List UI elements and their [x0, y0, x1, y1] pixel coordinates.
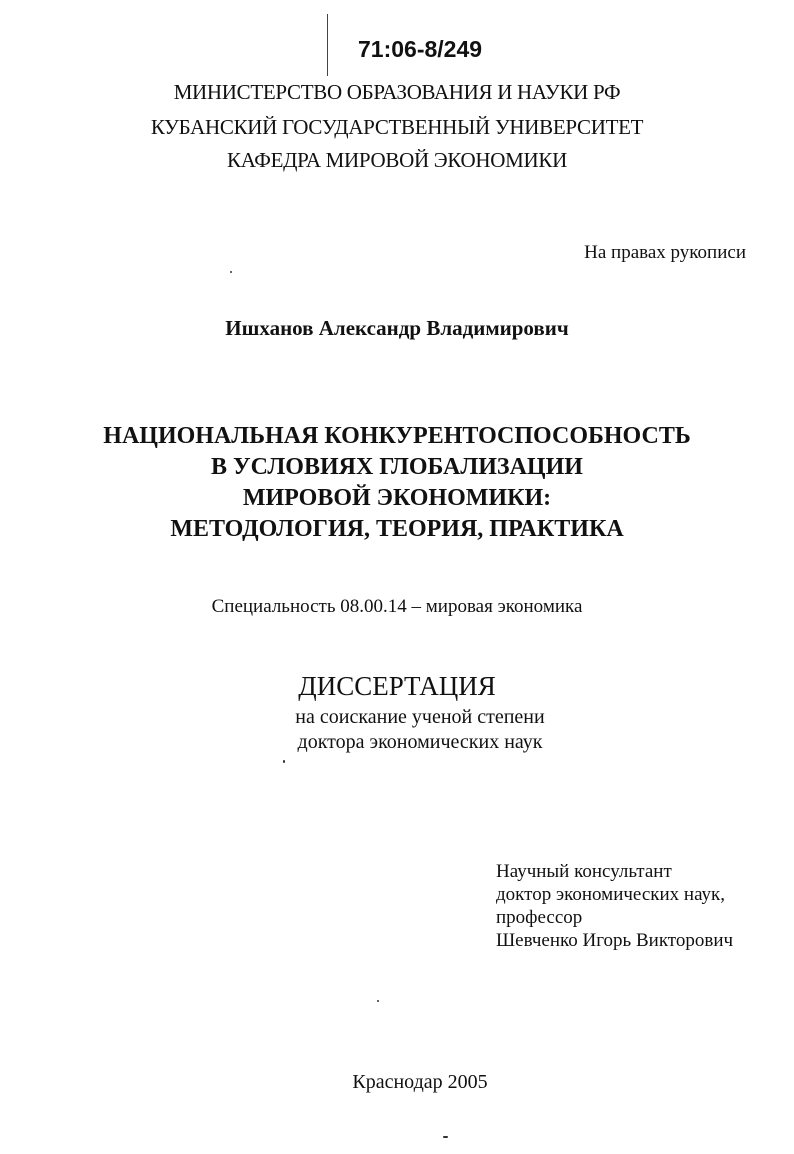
library-stamp-code: 71:06-8/249	[358, 36, 483, 62]
university-line: КУБАНСКИЙ ГОСУДАРСТВЕННЫЙ УНИВЕРСИТЕТ	[150, 115, 644, 139]
scan-speck	[377, 1000, 379, 1002]
consultant-degree: доктор экономических наук,	[496, 884, 726, 905]
dissertation-title	[0, 421, 794, 545]
ministry-line: МИНИСТЕРСТВО ОБРАЗОВАНИЯ И НАУКИ РФ	[173, 80, 621, 104]
scan-speck	[283, 760, 285, 763]
specialty-line: Специальность 08.00.14 – мировая экономика	[211, 596, 583, 617]
scan-artifact-line	[327, 14, 328, 76]
degree-line-1: на соискание ученой степени	[295, 706, 545, 728]
title-line-2: В УСЛОВИЯХ ГЛОБАЛИЗАЦИИ	[211, 454, 583, 480]
author-name: Ишханов Александр Владимирович	[225, 316, 569, 340]
rights-note: На правах рукописи	[584, 242, 746, 263]
consultant-block	[496, 860, 733, 952]
dissertation-heading: ДИССЕРТАЦИЯ	[298, 671, 496, 701]
consultant-role: Научный консультант	[496, 861, 672, 882]
consultant-name: Шевченко Игорь Викторович	[496, 930, 734, 951]
degree-line-2: доктора экономических наук	[297, 731, 543, 753]
title-line-3: МИРОВОЙ ЭКОНОМИКИ:	[242, 485, 552, 511]
scan-speck	[230, 271, 232, 273]
department-line: КАФЕДРА МИРОВОЙ ЭКОНОМИКИ	[227, 148, 567, 172]
title-line-1: НАЦИОНАЛЬНАЯ КОНКУРЕНТОСПОСОБНОСТЬ	[103, 423, 691, 449]
scan-speck	[443, 1136, 448, 1138]
consultant-rank: профессор	[496, 907, 583, 928]
title-line-4: МЕТОДОЛОГИЯ, ТЕОРИЯ, ПРАКТИКА	[170, 516, 624, 542]
city-year: Краснодар 2005	[352, 1071, 488, 1093]
